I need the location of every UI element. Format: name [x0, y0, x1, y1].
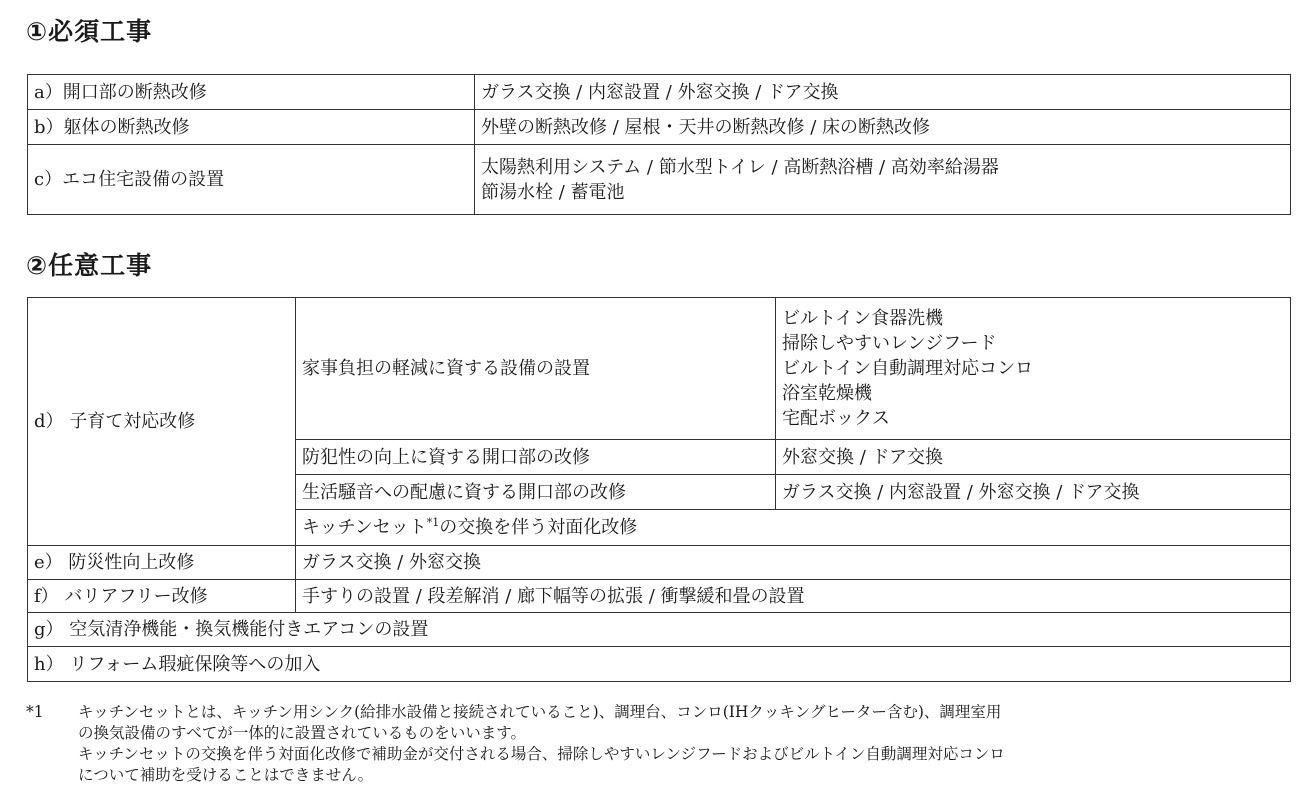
row-label-d: d） 子育て対応改修	[28, 298, 296, 546]
footnote-body	[78, 702, 1296, 786]
sub-label-housework: 家事負担の軽減に資する設備の設置	[296, 298, 776, 440]
detail-line: ガラス交換 / 内窓設置 / 外窓交換 / ドア交換	[481, 81, 839, 103]
row-label-h: h） リフォーム瑕疵保険等への加入	[28, 647, 1291, 682]
table-row	[28, 145, 1291, 215]
row-label-e: e） 防災性向上改修	[28, 546, 296, 580]
detail-line: 掃除しやすいレンジフード	[782, 333, 997, 354]
row-detail-a	[475, 75, 1291, 110]
table-row	[28, 110, 1291, 145]
kitchen-text-pre: キッチンセット	[302, 517, 427, 538]
sub-detail-housework	[776, 298, 1291, 440]
row-detail-f: 手すりの設置 / 段差解消 / 廊下幅等の拡張 / 衝撃緩和畳の設置	[296, 580, 1291, 613]
detail-line: 節湯水栓 / 蓄電池	[481, 181, 625, 203]
detail-line: 浴室乾燥機	[782, 383, 872, 404]
detail-line: ビルトイン自動調理対応コンロ	[782, 358, 1034, 379]
row-detail-b	[475, 110, 1291, 145]
footnote-mark: *1	[26, 703, 44, 721]
row-label-c: c）エコ住宅設備の設置	[28, 145, 475, 215]
row-label-f: f） バリアフリー改修	[28, 580, 296, 613]
table-row	[28, 647, 1291, 682]
kitchen-text-post: の交換を伴う対面化改修	[439, 517, 638, 538]
detail-line: 宅配ボックス	[782, 408, 890, 429]
table-row	[28, 580, 1291, 613]
detail-line: 外壁の断熱改修 / 屋根・天井の断熱改修 / 床の断熱改修	[481, 116, 931, 138]
sub-label-security: 防犯性の向上に資する開口部の改修	[296, 440, 776, 475]
sub-label-noise: 生活騒音への配慮に資する開口部の改修	[296, 475, 776, 510]
sub-label-kitchen	[296, 510, 1291, 546]
required-works-table	[27, 74, 1291, 215]
footnote	[26, 702, 1296, 786]
footnote-line: について補助を受けることはできません。	[78, 766, 374, 784]
row-label-g: g） 空気清浄機能・換気機能付きエアコンの設置	[28, 613, 1291, 647]
row-label-a: a）開口部の断熱改修	[28, 75, 475, 110]
section-title-optional: ②任意工事	[26, 251, 153, 280]
table-row	[28, 298, 1291, 440]
footnote-line: の換気設備のすべてが一体的に設置されているものをいいます。	[78, 724, 526, 742]
sub-detail-security: 外窓交換 / ドア交換	[776, 440, 1291, 475]
optional-works-table	[27, 297, 1291, 682]
detail-line: ビルトイン食器洗機	[782, 308, 944, 329]
sub-detail-noise: ガラス交換 / 内窓設置 / 外窓交換 / ドア交換	[776, 475, 1291, 510]
row-detail-c	[475, 145, 1291, 215]
footnote-line: キッチンセットの交換を伴う対面化改修で補助金が交付される場合、掃除しやすいレンジフードおよびビルトイン自動調理対応コンロ	[78, 745, 1005, 763]
footnote-ref: *1	[426, 516, 440, 529]
table-row	[28, 75, 1291, 110]
row-label-b: b）躯体の断熱改修	[28, 110, 475, 145]
footnote-line: キッチンセットとは、キッチン用シンク(給排水設備と接続されていること)、調理台、コンロ(IHクッキングヒーター含む)、調理室用	[78, 703, 1002, 721]
table-row	[28, 613, 1291, 647]
row-detail-e: ガラス交換 / 外窓交換	[296, 546, 1291, 580]
table-row	[28, 546, 1291, 580]
detail-line: 太陽熱利用システム / 節水型トイレ / 高断熱浴槽 / 高効率給湯器	[481, 156, 999, 178]
section-title-required: ①必須工事	[26, 17, 153, 46]
